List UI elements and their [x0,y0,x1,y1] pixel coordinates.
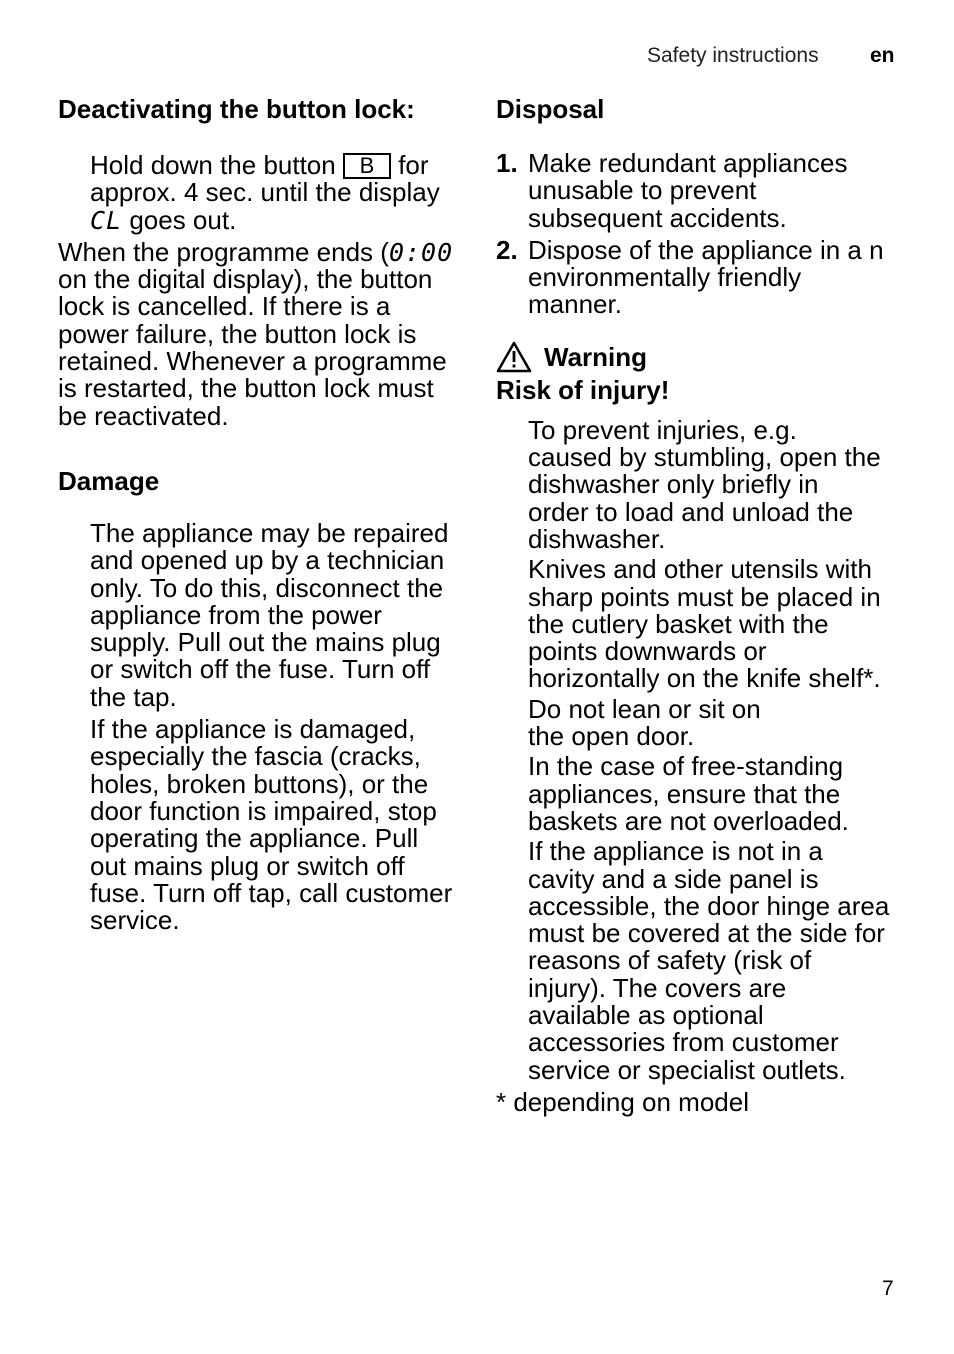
text-run: Hold down the button [90,150,343,180]
damage-heading: Damage [58,465,160,496]
warning-label: Warning [544,341,648,372]
right-column [496,94,916,1116]
disposal-list [496,150,916,319]
digital-display-symbol: 0:00 [388,237,454,267]
button-lock-heading: Deactivating the button lock: [58,94,415,124]
list-item [496,234,901,320]
damage-paragraph-1: The appliance may be repaired and opened up by a technician only. To do this, disconnect the appliance from the power supply. Pull out the mains plug or switch off the fuse. Turn off the tap. [90,517,449,712]
warning-paragraph-3: Do not lean or sit on the open door. [528,693,761,752]
list-number: 1. [496,148,518,178]
button-lock-note [58,236,468,431]
warning-paragraph-2: Knives and other utensils with sharp points must be placed in the cutlery basket with the points downwards or horizontally on the knife shelf*. [528,554,881,694]
warning-paragraph-5: If the appliance is not in a cavity and a side panel is accessible, the door hinge area must be covered at the side for reasons of safety (risk of injury). The covers are available as optional accessories from customer service or specialist outlets. [528,836,890,1085]
button-lock-instruction [58,152,470,234]
warning-paragraph-1: To prevent injuries, e.g. caused by stumbling, open the dishwasher only briefly in order to load and unload the dishwasher. [528,414,881,554]
damage-paragraph-2: If the appliance is damaged, especially the fascia (cracks, holes, broken buttons), or the door function is impaired, stop operating the appliance. Pull out mains plug or switch off fuse. Turn off tap, call customer service. [90,714,453,936]
running-header-section: Safety instructions [647,44,819,67]
warning-triangle-icon [496,341,532,373]
list-item [496,150,891,232]
list-number: 2. [496,234,518,265]
disposal-heading: Disposal [496,94,605,124]
footnote: * depending on model [496,1086,749,1117]
text-run: goes out. [122,204,237,235]
button-key-symbol: B [343,153,391,179]
list-text: Make redundant appliances unusable to prevent subsequent accidents. [528,148,848,233]
display-symbol: CL [90,205,123,235]
risk-of-injury-heading: Risk of injury! [496,374,670,405]
text-run: for approx. 4 sec. until the display [90,150,440,208]
page-number: 7 [882,1277,894,1300]
text-run: on the digital display), the button lock is cancelled. If there is a power failure, the button lock is retained. Whenever a programme is restarted, the button lock must be reactivated. [58,264,447,431]
left-column [58,94,468,934]
list-text: Dispose of the appliance in a n environmentally friendly manner. [528,234,884,320]
warning-paragraph-4: In the case of free-standing appliances, ensure that the baskets are not overloaded. [528,751,849,836]
running-header-language: en [870,44,895,67]
warning-label-row [496,341,916,373]
text-run: When the programme ends ( [58,236,389,267]
